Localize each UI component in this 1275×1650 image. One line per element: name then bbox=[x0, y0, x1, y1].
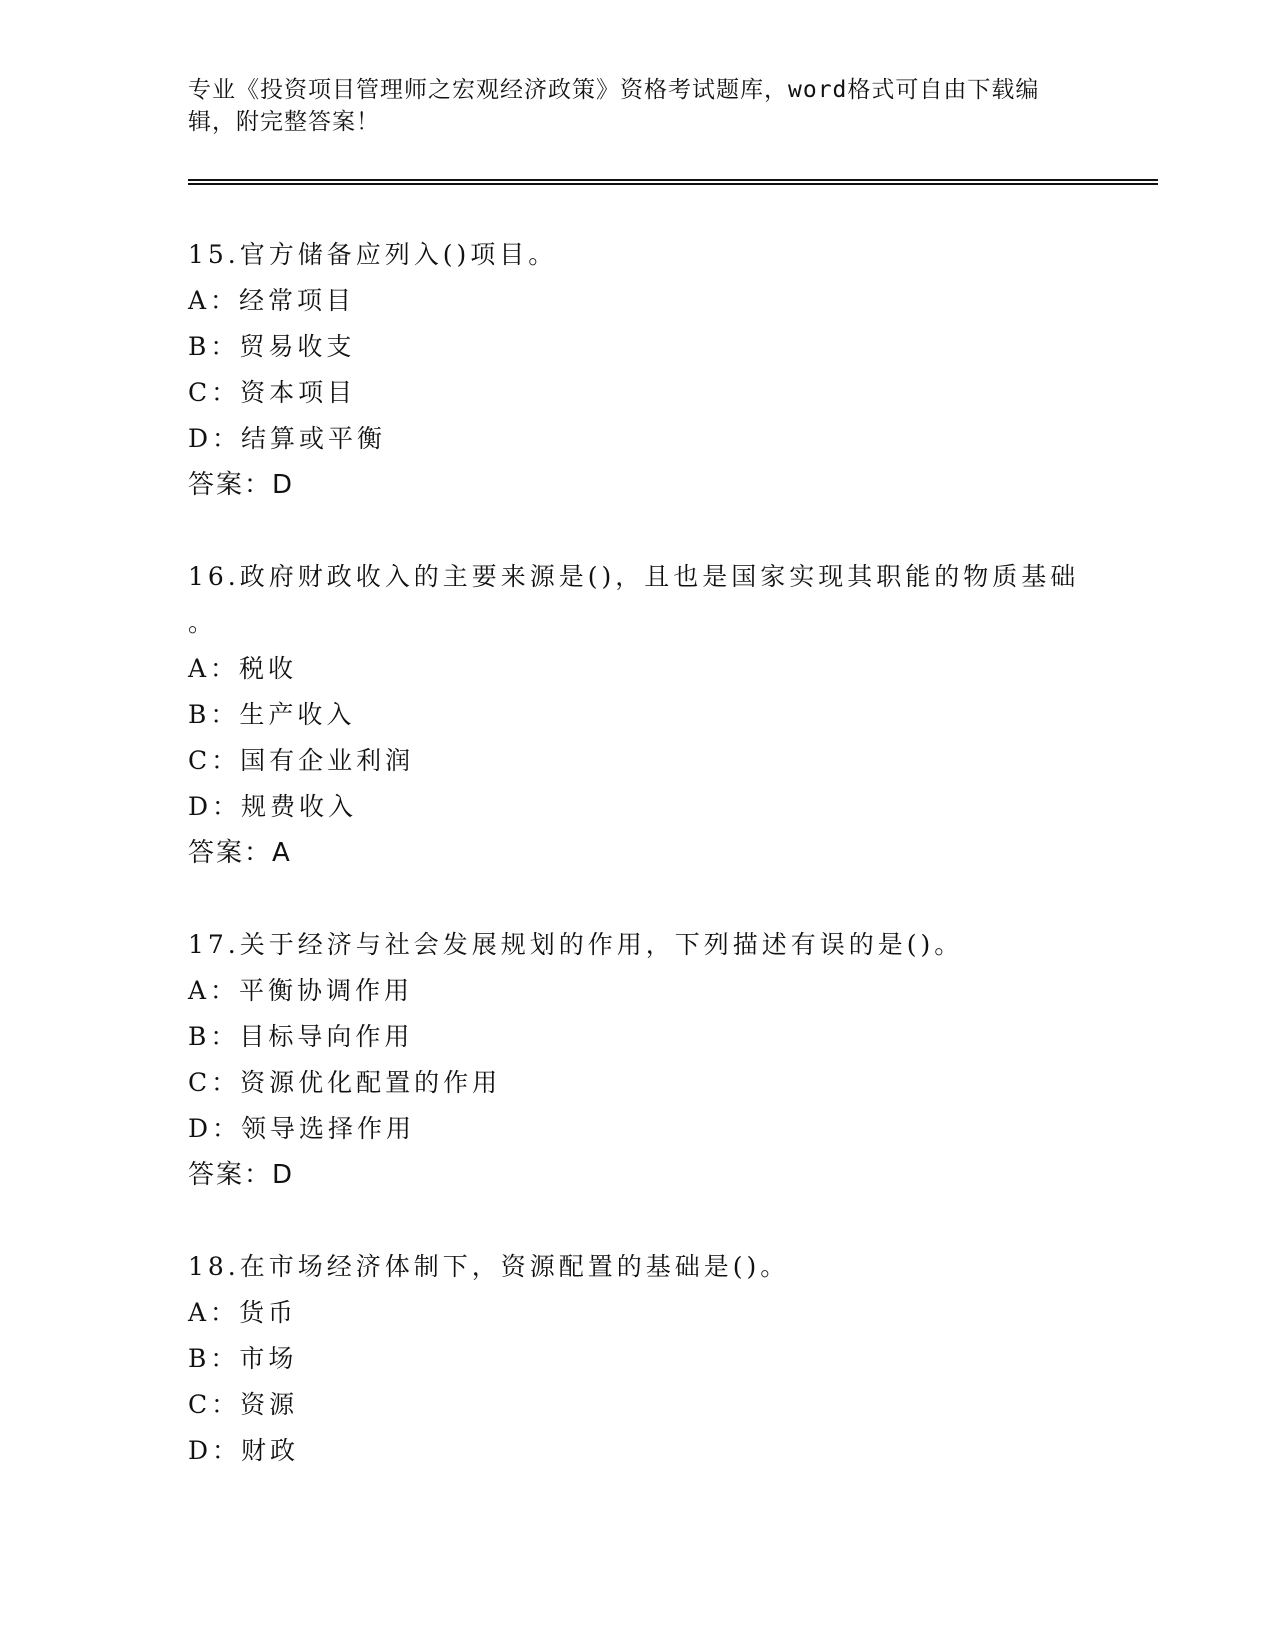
header-double-rule bbox=[188, 179, 1158, 185]
option-b: B：市场 bbox=[188, 1344, 298, 1373]
question-17 bbox=[188, 922, 1088, 1198]
answer-line: 答案：D bbox=[188, 1160, 295, 1190]
question-spacer bbox=[188, 1198, 1088, 1244]
option-d: D：财政 bbox=[188, 1436, 300, 1465]
question-15 bbox=[188, 232, 1088, 508]
option-b: B：目标导向作用 bbox=[188, 1022, 414, 1051]
option-c: C：资本项目 bbox=[188, 378, 357, 407]
question-16 bbox=[188, 554, 1088, 876]
option-b: B：贸易收支 bbox=[188, 332, 356, 361]
option-a: A：税收 bbox=[188, 654, 298, 683]
question-stem: 16.政府财政收入的主要来源是()，且也是国家实现其职能的物质基础 bbox=[188, 562, 1080, 591]
option-b: B：生产收入 bbox=[188, 700, 356, 729]
document-header bbox=[188, 74, 1088, 138]
question-stem: 15.官方储备应列入()项目。 bbox=[188, 240, 558, 269]
answer-line: 答案：D bbox=[188, 470, 295, 500]
question-spacer bbox=[188, 876, 1088, 922]
question-stem: 18.在市场经济体制下，资源配置的基础是()。 bbox=[188, 1252, 790, 1281]
option-a: A：平衡协调作用 bbox=[188, 976, 414, 1005]
option-d: D：领导选择作用 bbox=[188, 1114, 416, 1143]
option-c: C：资源 bbox=[188, 1390, 299, 1419]
option-c: C：资源优化配置的作用 bbox=[188, 1068, 502, 1097]
answer-line: 答案：A bbox=[188, 838, 292, 868]
option-a: A：经常项目 bbox=[188, 286, 356, 315]
question-stem: 17.关于经济与社会发展规划的作用，下列描述有误的是()。 bbox=[188, 930, 964, 959]
question-list bbox=[188, 232, 1088, 1474]
question-stem-continuation: 。 bbox=[188, 608, 218, 637]
option-d: D：结算或平衡 bbox=[188, 424, 387, 453]
header-line-1: 专业《投资项目管理师之宏观经济政策》资格考试题库，word格式可自由下载编 bbox=[188, 77, 1040, 103]
question-18 bbox=[188, 1244, 1088, 1474]
option-a: A：货币 bbox=[188, 1298, 298, 1327]
header-line-2: 辑，附完整答案！ bbox=[188, 109, 380, 135]
question-spacer bbox=[188, 508, 1088, 554]
option-c: C：国有企业利润 bbox=[188, 746, 415, 775]
option-d: D：规费收入 bbox=[188, 792, 358, 821]
